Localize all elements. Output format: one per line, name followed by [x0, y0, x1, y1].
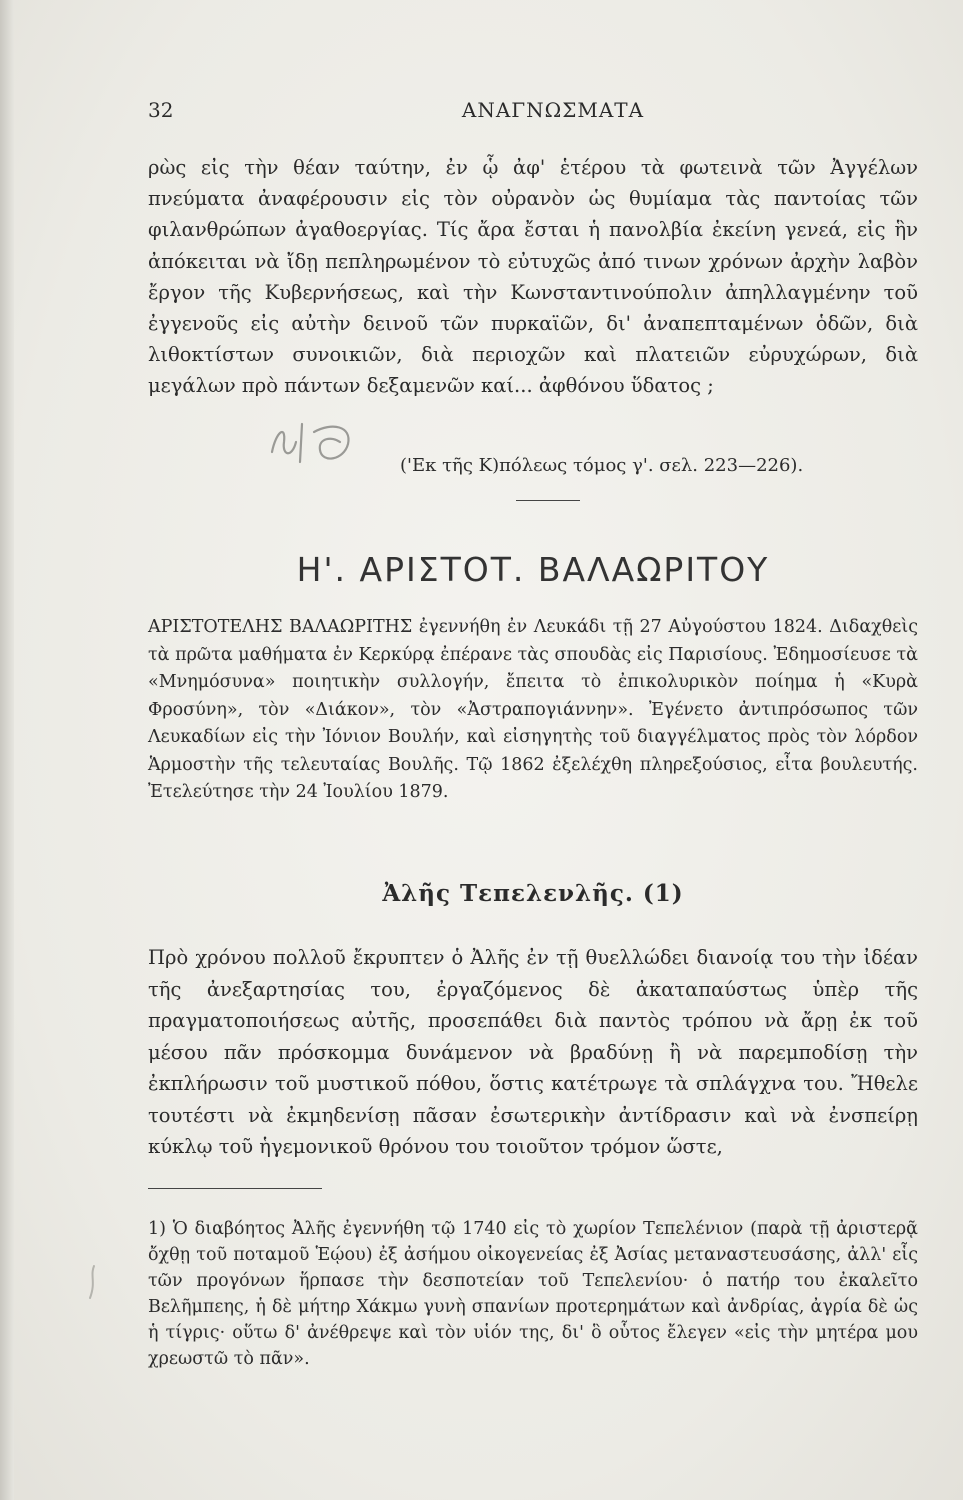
footnote-paragraph: 1) Ὁ διαβόητος Ἀλῆς ἐγεννήθη τῷ 1740 εἰς τὸ χωρίον Τεπελένιον (παρὰ τῇ ἀριστερᾷ ὄχθῃ τοῦ ποταμοῦ Ἑῴου) ἐξ ἀσήμου οἰκογενείας ἐξ Ἀσίας μεταναστευσάσης, ἀλλ' εἷς τῶν προγόνων ἥρπασε τὴν δεσποτείαν τοῦ Τεπελενίου· ὁ πατήρ του ἐκαλεῖτο Βελῆμπεης, ἡ δὲ μήτηρ Χάκμω γυνὴ σπανίων προτερημάτων καὶ ἀνδρίας, ἀγρία δὲ ὡς ἡ τίγρις· οὕτω δ' ἀνέθρεψε καὶ τὸν υἱόν της, δι' ὃ οὗτος ἔλεγεν «εἰς τὴν μητέρα μου χρεωστῶ τὸ πᾶν». — [148, 1219, 918, 1369]
opening-paragraph: ρὼς εἰς τὴν θέαν ταύτην, ἐν ᾧ ἀφ' ἑτέρου τὰ φωτεινὰ τῶν Ἀγγέλων πνεύματα ἀναφέρουσιν εἰς τὸν οὐρανὸν ὡς θυμίαμα τὰς παντοίας τῶν φιλανθρώπων ἀγαθοεργίας. Τίς ἄρα ἔσται ἡ πανολβία ἐκείνη γενεά, εἰς ἣν ἀπόκειται νὰ ἴδῃ πεπληρωμένον τὸ εὐτυχῶς ἀπό τινων χρόνων ἀρχὴν λαβὸν ἔργον τῆς Κυβερνήσεως, καὶ τὴν Κωνσταντινούπολιν ἀπηλλαγμένην τοῦ ἐγγενοῦς εἰς αὐτὴν δεινοῦ τῶν πυρκαϊῶν, δι' ἀναπεπταμένων ὁδῶν, διὰ λιθοκτίστων συνοικιῶν, διὰ περιοχῶν καὶ πλατειῶν εὐρυχώρων, διὰ μεγάλων πρὸ πάντων δεξαμενῶν καί... ἀφθόνου ὕδατος ; — [148, 156, 918, 398]
page-number: 32 — [148, 98, 174, 122]
section-heading: Η'. ΑΡΙΣΤΟΤ. ΒΑΛΑΩΡΙΤΟΥ — [296, 550, 770, 589]
source-reference: ('Εκ τῆς Κ)πόλεως τόμος γ'. σελ. 223—226). — [400, 455, 804, 476]
biography-block — [148, 614, 918, 807]
page-header — [148, 98, 918, 128]
section-separator — [516, 500, 580, 501]
handwritten-annotation — [262, 412, 382, 467]
body-paragraph: Πρὸ χρόνου πολλοῦ ἔκρυπτεν ὁ Ἀλῆς ἐν τῇ θυελλώδει διανοίᾳ του τὴν ἰδέαν τῆς ἀνεξαρτησίας του, ἐργαζόμενος δὲ ἀκαταπαύστως ὑπὲρ τῆς πραγματοποιήσεως αὐτῆς, προσεπάθει διὰ παντὸς τρόπου νὰ ἄρῃ ἐκ τοῦ μέσου πᾶν πρόσκομμα δυνάμενον νὰ βραδύνῃ ἢ νὰ παρεμποδίσῃ τὴν ἐκπλήρωσιν τοῦ μυστικοῦ πόθου, ὅστις κατέτρωγε τὰ σπλάγχνα του. Ἤθελε τουτέστι νὰ ἐκμηδενίσῃ πᾶσαν ἐσωτερικὴν ἀντίδρασιν καὶ νὰ ἐνσπείρῃ κύκλῳ τοῦ ἡγεμονικοῦ θρόνου του τοιοῦτον τρόμον ὥστε, — [148, 946, 918, 1158]
opening-paragraph-block — [148, 152, 918, 402]
body-paragraph-block — [148, 942, 918, 1163]
running-title: ΑΝΑΓΝΩΣΜΑΤΑ — [461, 98, 645, 122]
poem-title: Ἀλῆς Τεπελενλῆς. (1) — [382, 880, 684, 907]
footnote-block — [148, 1216, 918, 1372]
page-binding-edge — [0, 0, 14, 1500]
biography-paragraph: ΑΡΙΣΤΟΤΕΛΗΣ ΒΑΛΑΩΡΙΤΗΣ ἐγεννήθη ἐν Λευκάδι τῇ 27 Αὐγούστου 1824. Διδαχθεὶς τὰ πρῶτα μαθήματα ἐν Κερκύρᾳ ἐπέρανε τὰς σπουδὰς εἰς Παρισίους. Ἐδημοσίευσε τὰ «Μνημόσυνα» ποιητικὴν συλλογήν, ἔπειτα τὸ ἐπικολυρικὸν ποίημα ἡ «Κυρὰ Φροσύνη», τὸν «Διάκον», τὸν «Ἀστραπογιάννην». Ἐγένετο ἀντιπρόσωπος τῶν Λευκαδίων εἰς τὴν Ἰόνιον Βουλήν, καὶ εἰσηγητὴς τοῦ διαγγέλματος πρὸς τὸν λόρδον Ἁρμοστὴν τῆς τελευταίας Βουλῆς. Τῷ 1862 ἐξελέχθη πληρεξούσιος, εἶτα βουλευτής. Ἐτελεύτησε τὴν 24 Ἰουλίου 1879. — [148, 617, 918, 802]
margin-pencil-mark — [84, 1262, 100, 1302]
footnote-rule — [148, 1188, 322, 1189]
